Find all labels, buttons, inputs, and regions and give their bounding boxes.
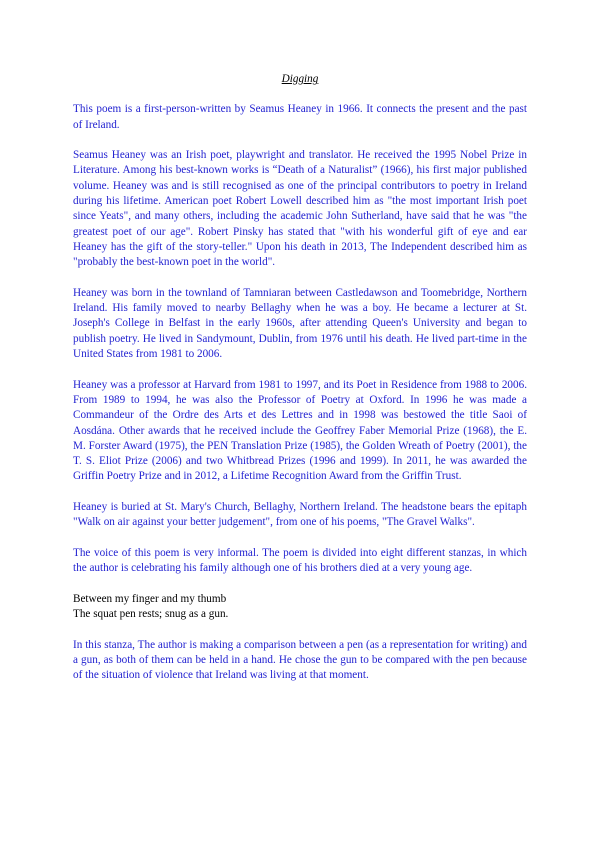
early-life-paragraph: Heaney was born in the townland of Tamniaran between Castledawson and Toomebridge, Northern Ireland. His family moved to nearby Bellaghy when he was a boy. He became a lecturer at St. Joseph's College in Belfast in the early 1960s, after attending Queen's University and began to publish poetry. He lived in Sandymount, Dublin, from 1976 until his death. He lived part-time in the United States from 1981 to 2006. [73,286,527,361]
career-paragraph: Heaney was a professor at Harvard from 1981 to 1997, and its Poet in Residence from 1988 to 2006. From 1989 to 1994, he was also the Professor of Poetry at Oxford. In 1996 he was made a Commandeur of the Ordre des Arts et des Lettres and in 1998 was bestowed the title Saoi of Aosdána. Other awards that he received include the Geoffrey Faber Memorial Prize (1968), the E. M. Forster Award (1975), the PEN Translation Prize (1985), the Golden Wreath of Poetry (2001), the T. S. Eliot Prize (2006) and two Whitbread Prizes (1996 and 1999). In 2011, he was awarded the Griffin Poetry Prize and in 2012, a Lifetime Recognition Award from the Griffin Trust. [73,378,527,483]
poem-line: Between my finger and my thumb [73,592,227,605]
page-title: Digging [281,73,319,85]
analysis-paragraph: In this stanza, The author is making a comparison between a pen (as a representation for writing) and a gun, as both of them can be held in a hand. He chose the gun to be compared with the pen because of the situation of violence that Ireland was living at that moment. [73,638,527,682]
poem-excerpt [73,592,527,623]
voice-paragraph: The voice of this poem is very informal. The poem is divided into eight different stanzas, in which the author is celebrating his family although one of his brothers died at a very young age. [73,546,527,575]
biography-paragraph: Seamus Heaney was an Irish poet, playwright and translator. He received the 1995 Nobel Prize in Literature. Among his best-known works is “Death of a Naturalist” (1966), his first major published volume. Heaney was and is still recognised as one of the principal contributors to poetry in Ireland during his lifetime. American poet Robert Lowell described him as "the most important Irish poet since Yeats", and many others, including the academic John Sutherland, have said that he was "the greatest poet of our age". Robert Pinsky has stated that "with his wonderful gift of eye and ear Heaney has the gift of the story-teller." Upon his death in 2013, The Independent described him as "probably the best-known poet in the world". [73,149,527,269]
burial-paragraph: Heaney is buried at St. Mary's Church, Bellaghy, Northern Ireland. The headstone bears the epitaph "Walk on air against your better judgement", from one of his poems, "The Gravel Walks". [73,501,527,529]
document-body [73,72,527,699]
poem-line: The squat pen rests; snug as a gun. [73,608,229,621]
intro-paragraph: This poem is a first-person-written by Seamus Heaney in 1966. It connects the present and the past of Ireland. [73,103,527,131]
